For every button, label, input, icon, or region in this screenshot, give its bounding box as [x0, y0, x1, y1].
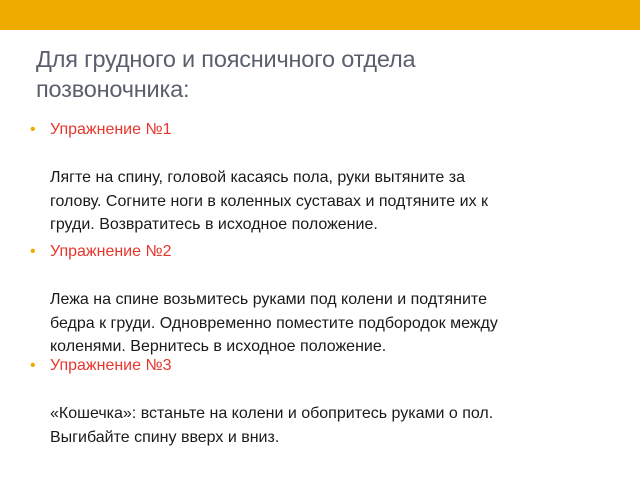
exercise-text-1: Лягте на спину, головой касаясь пола, руки вытяните за голову. Согните ноги в коленных суставах и подтяните их к груди. Возвратитесь в исходное положение. — [50, 169, 489, 233]
bullet-icon: • — [30, 121, 36, 138]
slide-title-line-2: позвоночника: — [36, 76, 190, 102]
slide-title — [36, 44, 616, 104]
exercise-item-1 — [30, 118, 640, 237]
bullet-icon: • — [30, 357, 36, 374]
bullet-icon: • — [30, 243, 36, 260]
exercise-item-2 — [30, 240, 640, 359]
exercise-heading-2: Упражнение №2 — [50, 243, 172, 260]
slide-title-line-1: Для грудного и поясничного отдела — [36, 46, 416, 72]
exercise-text-2: Лежа на спине возьмитесь руками под колени и подтяните бедра к груди. Одновременно поместите подбородок между коленями. Вернитесь в исходное положение. — [50, 291, 498, 355]
top-accent-bar — [0, 0, 640, 30]
exercise-text-3: «Кошечка»: встаньте на колени и обопритесь руками о пол. Выгибайте спину вверх и вниз. — [50, 405, 494, 446]
exercise-heading-1: Упражнение №1 — [50, 121, 172, 138]
exercise-heading-3: Упражнение №3 — [50, 357, 172, 374]
exercise-item-3 — [30, 354, 640, 449]
